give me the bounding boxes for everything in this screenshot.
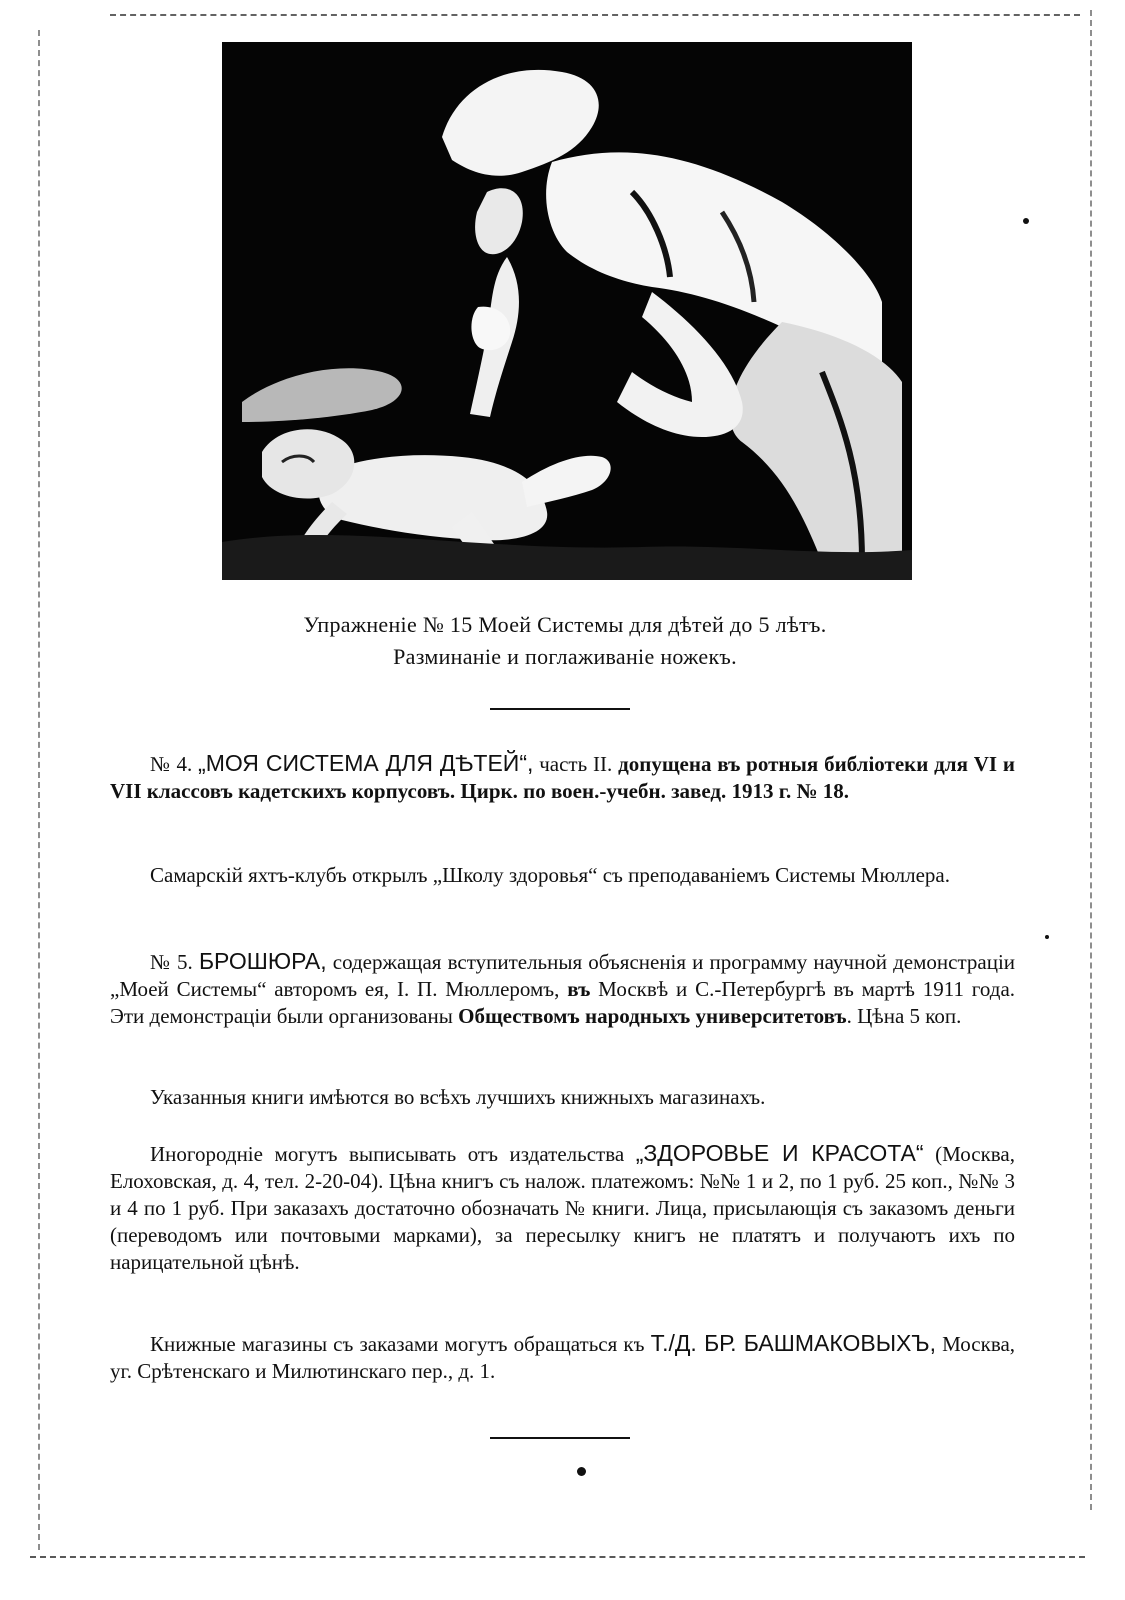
entry-number: № 4.	[150, 752, 193, 776]
bookstore-intro: Книжные магазины съ заказами могутъ обращаться къ	[150, 1332, 645, 1356]
top-page-edge	[110, 14, 1080, 16]
brochure-bold-word: въ	[567, 977, 591, 1001]
publisher-name: „ЗДОРОВЬЕ И КРАСОТА“	[635, 1140, 924, 1166]
brochure-description: содержащая вступительныя объясненія и программу научной демонстраціи „Моей Системы“ авторомъ ея, І. П. Мюллеромъ,	[110, 950, 1016, 1001]
ordering-info	[110, 1140, 1015, 1276]
entry-number: № 5.	[150, 950, 193, 974]
section-divider	[490, 708, 630, 710]
organizer-name: Обществомъ народныхъ университетовъ	[458, 1004, 847, 1028]
availability-note: Указанныя книги имѣются во всѣхъ лучшихъ книжныхъ магазинахъ.	[150, 1085, 766, 1109]
scan-speck	[1023, 218, 1029, 224]
figure-caption-line-1: Упражненіе № 15 Моей Системы для дѣтей до 5 лѣтъ.	[303, 612, 827, 637]
approval-note: допущена въ ротныя библіотеки для VI и VII классовъ кадетскихъ корпусовъ. Цирк. по воен.-учебн. завед. 1913 г. № 18.	[110, 752, 1016, 803]
book-entry-5	[110, 948, 1015, 1030]
exercise-photograph	[222, 42, 912, 580]
book-part: часть II.	[539, 752, 613, 776]
distributor-address: Москва, уг. Срѣтенскаго и Милютинскаго пер., д. 1.	[110, 1332, 1016, 1383]
end-divider	[490, 1437, 630, 1439]
brochure-price: . Цѣна 5 коп.	[846, 1004, 962, 1028]
ordering-intro: Иногородніе могутъ выписывать отъ издательства	[150, 1142, 625, 1166]
end-ornament-dot	[577, 1467, 586, 1476]
yacht-club-note: Самарскій яхтъ-клубъ открылъ „Школу здоровья“ съ преподаваніемъ Системы Мюллера.	[150, 863, 950, 887]
distributor-name: Т./Д. БР. БАШМАКОВЫХЪ,	[650, 1330, 936, 1356]
right-page-edge	[1090, 10, 1092, 1510]
brochure-title: БРОШЮРА,	[198, 948, 327, 974]
left-page-edge	[38, 30, 40, 1550]
photo-illustration	[222, 42, 912, 580]
ordering-details: (Москва, Елоховская, д. 4, тел. 2-20-04). Цѣна книгъ съ налож. платежомъ: №№ 1 и 2, по 1 руб. 25 коп., №№ 3 и 4 по 1 руб. При заказахъ достаточно обозначать № книги. Лица, присылающія съ заказомъ деньги (переводомъ или почтовыми марками), за пересылку книгъ не платятъ и получаютъ ихъ по нарицательной цѣнѣ.	[110, 1142, 1016, 1274]
scan-speck	[1045, 935, 1049, 939]
book-title: „МОЯ СИСТЕМА ДЛЯ ДѢТЕЙ“,	[198, 750, 534, 776]
bottom-page-edge	[30, 1556, 1085, 1558]
figure-caption-line-2: Разминаніе и поглаживаніе ножекъ.	[393, 644, 737, 669]
brochure-description-continued: Москвѣ и С.-Петербургѣ въ мартѣ 1911 года. Эти демонстраціи были организованы	[110, 977, 1016, 1028]
book-entry-4	[110, 750, 1015, 805]
bookstore-info	[110, 1330, 1015, 1385]
